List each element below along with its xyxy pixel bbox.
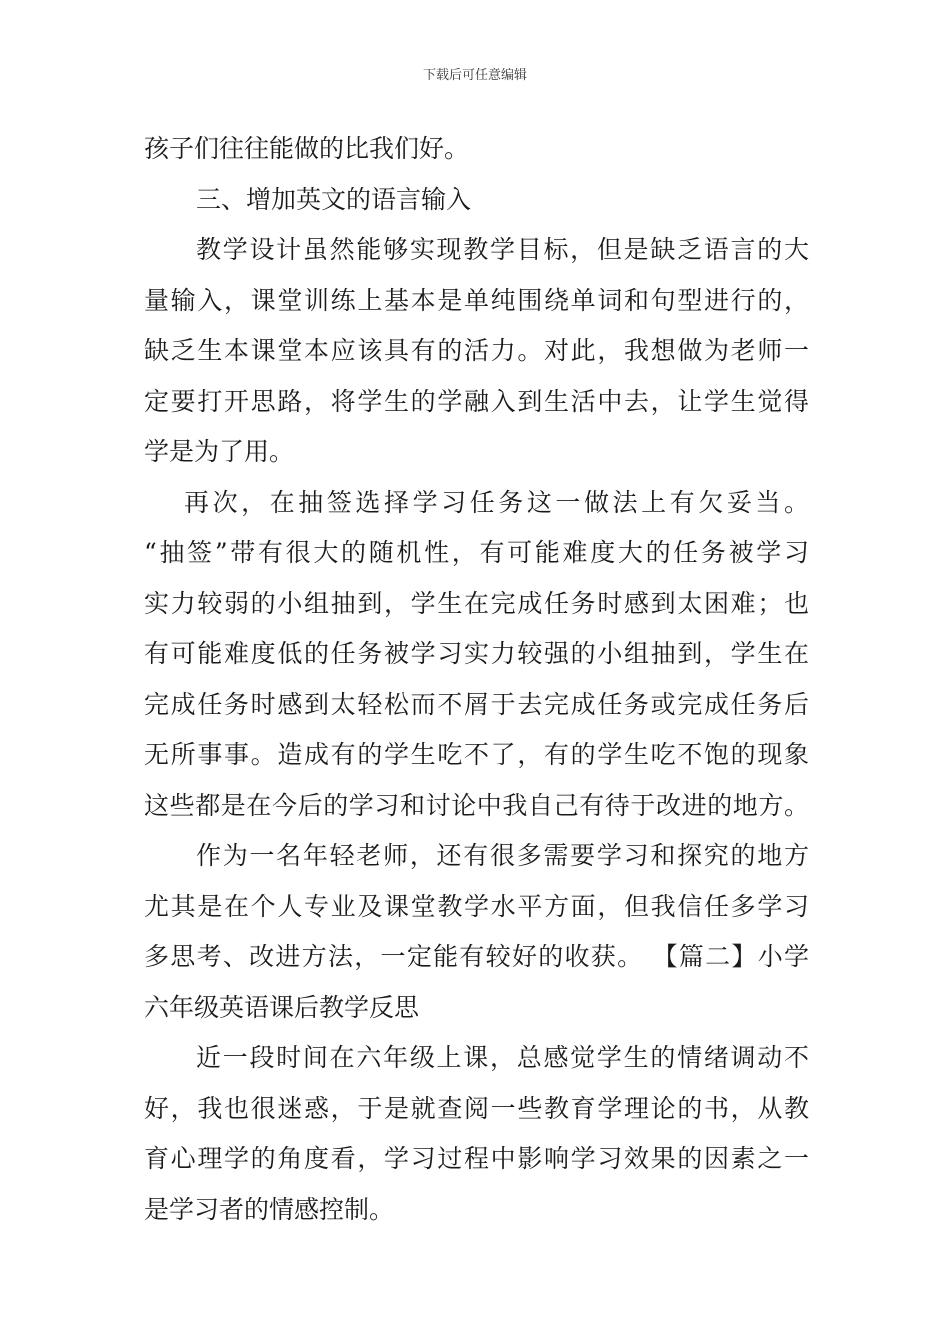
- text-line: 这些都是在今后的学习和讨论中我自己有待于改进的地方。: [144, 790, 809, 820]
- text-line: 育心理学的角度看，学习过程中影响学习效果的因素之一: [144, 1144, 809, 1173]
- text-line: 是学习者的情感控制。: [144, 1194, 395, 1224]
- text-line: 再次，在抽签选择学习任务这一做法上有欠妥当。: [184, 487, 809, 517]
- text-line: 无所事事。造成有的学生吃不了，有的学生吃不饱的现象: [144, 740, 809, 769]
- text-line: 缺乏生本课堂本应该具有的活力。对此，我想做为老师一: [144, 336, 809, 365]
- text-line: 定要打开思路，将学生的学融入到生活中去，让学生觉得: [144, 386, 809, 416]
- text-line: “抽签”带有很大的随机性，有可能难度大的任务被学习: [144, 538, 809, 567]
- text-line: 六年级英语课后教学反思: [144, 992, 420, 1022]
- text-line: 学是为了用。: [144, 437, 295, 466]
- text-line: 多思考、改进方法，一定能有较好的收获。 【篇二】小学: [144, 942, 809, 971]
- text-line: 尤其是在个人专业及课堂教学水平方面，但我信任多学习: [144, 891, 809, 921]
- text-line: 作为一名年轻老师，还有很多需要学习和探究的地方: [196, 841, 809, 870]
- page-header-note: 下载后可任意编辑: [422, 68, 527, 83]
- text-line: 近一段时间在六年级上课，总感觉学生的情绪调动不: [196, 1043, 809, 1072]
- text-line: 完成任务时感到太轻松而不屑于去完成任务或完成任务后: [144, 689, 809, 719]
- text-line: 有可能难度低的任务被学习实力较强的小组抽到，学生在: [144, 639, 809, 668]
- document-body: [144, 124, 809, 1235]
- text-line: 教学设计虽然能够实现教学目标，但是缺乏语言的大: [196, 235, 809, 264]
- text-line: 量输入，课堂训练上基本是单纯围绕单词和句型进行的，: [144, 285, 809, 315]
- section-heading: 三、增加英文的语言输入: [196, 184, 472, 214]
- text-line: 好，我也很迷惑，于是就查阅一些教育学理论的书，从教: [144, 1093, 809, 1123]
- text-line: 实力较弱的小组抽到，学生在完成任务时感到太困难；也: [144, 588, 809, 618]
- text-line: 孩子们往往能做的比我们好。: [144, 134, 470, 163]
